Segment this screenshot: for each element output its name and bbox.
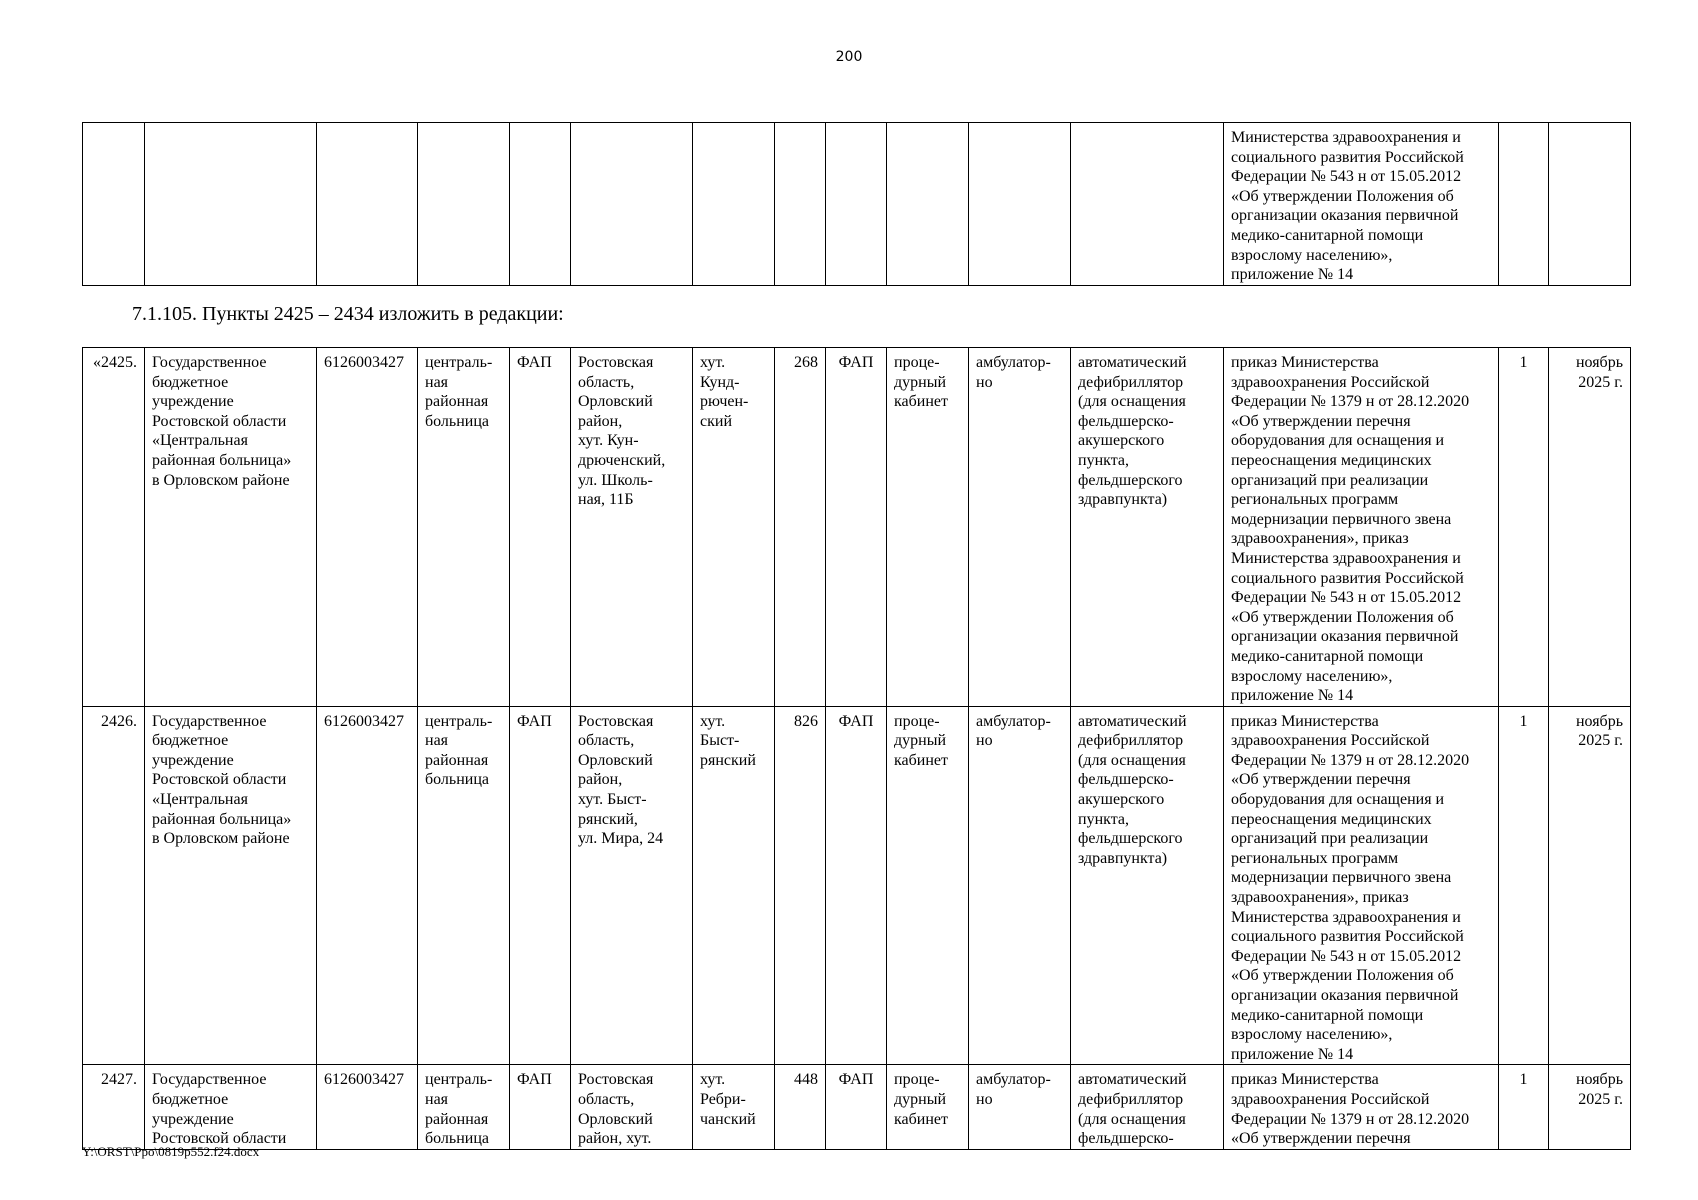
cell-num: «2425. (83, 348, 145, 707)
cell-settlement (693, 123, 775, 286)
cell-unit: ФАП (510, 706, 571, 1065)
cell-unit (510, 123, 571, 286)
cell-care: амбулатор- но (969, 1065, 1071, 1149)
equipment-table (82, 347, 1631, 1150)
cell-inn: 6126003427 (317, 706, 418, 1065)
cell-inn: 6126003427 (317, 348, 418, 707)
cell-inn: 6126003427 (317, 1065, 418, 1149)
cell-population: 448 (775, 1065, 826, 1149)
cell-num (83, 123, 145, 286)
cell-settlement: хут. Ребри- чанский (693, 1065, 775, 1149)
cell-unit: ФАП (510, 348, 571, 707)
table-row (83, 706, 1631, 1065)
cell-org: Государственное бюджетное учреждение Ростовской области (145, 1065, 317, 1149)
cell-room: проце- дурный кабинет (887, 706, 969, 1065)
cell-term (1549, 123, 1631, 286)
cell-address: Ростовская область, Орловский район, хут. (571, 1065, 693, 1149)
cell-term: ноябрь 2025 г. (1549, 348, 1631, 707)
cell-population: 268 (775, 348, 826, 707)
cell-care: амбулатор- но (969, 348, 1071, 707)
cell-type: централь- ная районная больница (418, 1065, 510, 1149)
cell-room (887, 123, 969, 286)
cell-population (775, 123, 826, 286)
footer-file-path: Y:\ORST\Ppo\0819p552.f24.docx (82, 1144, 260, 1159)
cell-type (418, 123, 510, 286)
cell-basis: Министерства здравоохранения и социального развития Российской Федерации № 543 н от 15.05.2012 «Об утверждении Положения об организации оказания первичной медико-санитарной помощи взрослому населению», приложение № 14 (1224, 123, 1499, 286)
cell-num: 2427. (83, 1065, 145, 1149)
cell-qty: 1 (1499, 348, 1549, 707)
cell-unit: ФАП (510, 1065, 571, 1149)
table-row (83, 348, 1631, 707)
cell-equipment: автоматический дефибриллятор (для оснащения фельдшерско- акушерского пункта, фельдшерского здравпункта) (1071, 706, 1224, 1065)
cell-type: централь- ная районная больница (418, 706, 510, 1065)
cell-room: проце- дурный кабинет (887, 1065, 969, 1149)
cell-equipment: автоматический дефибриллятор (для оснащения фельдшерско- акушерского пункта, фельдшерского здравпункта) (1071, 348, 1224, 707)
continuation-table (82, 122, 1631, 286)
cell-address: Ростовская область, Орловский район, хут. Быст- рянский, ул. Мира, 24 (571, 706, 693, 1065)
cell-population: 826 (775, 706, 826, 1065)
cell-equipment: автоматический дефибриллятор (для оснащения фельдшерско- (1071, 1065, 1224, 1149)
cell-address: Ростовская область, Орловский район, хут. Кун- дрюченский, ул. Школь- ная, 11Б (571, 348, 693, 707)
cell-settlement: хут. Кунд- рючен- ский (693, 348, 775, 707)
cell-room: проце- дурный кабинет (887, 348, 969, 707)
cell-equipment (1071, 123, 1224, 286)
cell-settlement: хут. Быст- рянский (693, 706, 775, 1065)
cell-type: централь- ная районная больница (418, 348, 510, 707)
cell-term: ноябрь 2025 г. (1549, 1065, 1631, 1149)
cell-qty: 1 (1499, 706, 1549, 1065)
cell-unit2 (826, 123, 887, 286)
cell-unit2: ФАП (826, 348, 887, 707)
cell-care: амбулатор- но (969, 706, 1071, 1065)
cell-basis: приказ Министерства здравоохранения Российской Федерации № 1379 н от 28.12.2020 «Об утверждении перечня оборудования для оснащения и переоснащения медицинских организаций при реализации региональных программ модернизации первичного звена здравоохранения», приказ Министерства здравоохранения и социального развития Российской Федерации № 543 н от 15.05.2012 «Об утверждении Положения об организации оказания первичной медико-санитарной помощи взрослому населению», приложение № 14 (1224, 706, 1499, 1065)
cell-unit2: ФАП (826, 1065, 887, 1149)
cell-org: Государственное бюджетное учреждение Ростовской области «Центральная районная больница» в Орловском районе (145, 348, 317, 707)
cell-org (145, 123, 317, 286)
page-number: 200 (835, 49, 863, 65)
cell-org: Государственное бюджетное учреждение Ростовской области «Центральная районная больница» в Орловском районе (145, 706, 317, 1065)
cell-basis: приказ Министерства здравоохранения Российской Федерации № 1379 н от 28.12.2020 «Об утверждении перечня оборудования для оснащения и переоснащения медицинских организаций при реализации региональных программ модернизации первичного звена здравоохранения», приказ Министерства здравоохранения и социального развития Российской Федерации № 543 н от 15.05.2012 «Об утверждении Положения об организации оказания первичной медико-санитарной помощи взрослому населению», приложение № 14 (1224, 348, 1499, 707)
cell-care (969, 123, 1071, 286)
cell-address (571, 123, 693, 286)
continuation-row (83, 123, 1631, 286)
table-row (83, 1065, 1631, 1149)
cell-qty: 1 (1499, 1065, 1549, 1149)
cell-term: ноябрь 2025 г. (1549, 706, 1631, 1065)
cell-basis: приказ Министерства здравоохранения Российской Федерации № 1379 н от 28.12.2020 «Об утверждении перечня (1224, 1065, 1499, 1149)
intro-paragraph: 7.1.105. Пункты 2425 – 2434 изложить в редакции: (132, 303, 564, 325)
cell-qty (1499, 123, 1549, 286)
cell-unit2: ФАП (826, 706, 887, 1065)
cell-num: 2426. (83, 706, 145, 1065)
cell-inn (317, 123, 418, 286)
